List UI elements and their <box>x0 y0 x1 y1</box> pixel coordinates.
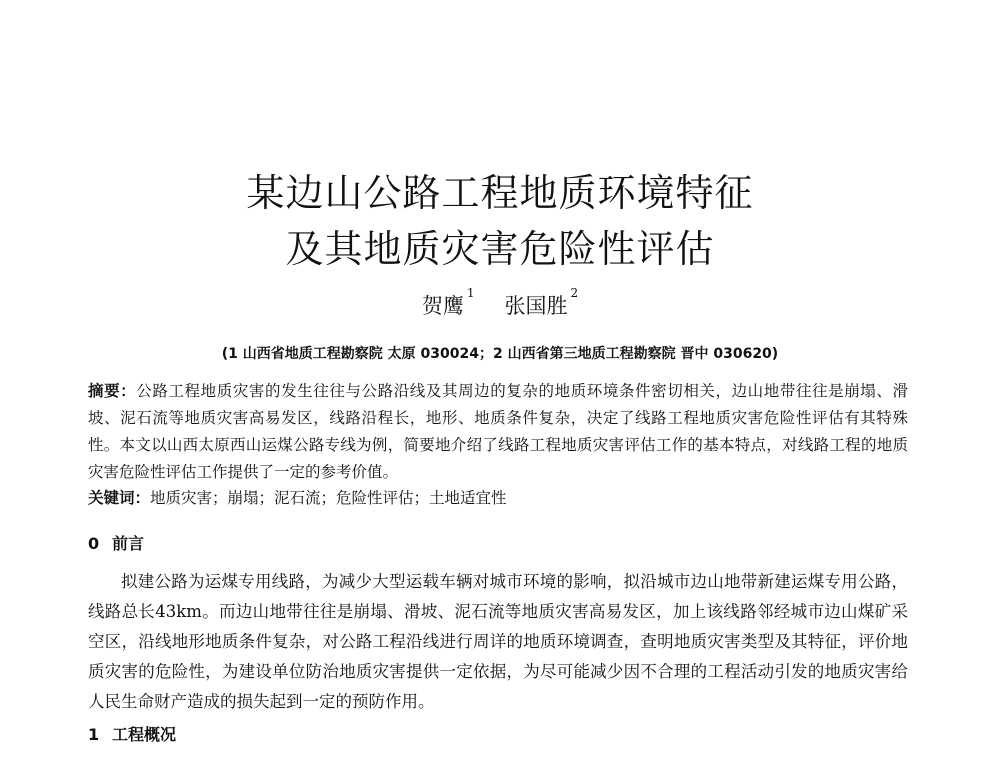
author-affiliation-mark: 2 <box>570 286 579 300</box>
author-affiliation-mark: 1 <box>466 286 475 300</box>
abstract-text: 公路工程地质灾害的发生往往与公路沿线及其周边的复杂的地质环境条件密切相关，边山地带往往是崩塌、滑坡、泥石流等地质灾害高易发区，线路沿程长，地形、地质条件复杂，决定了线路工程地质灾害危险性评估有其特殊性。本文以山西太原西山运煤公路专线为例，简要地介绍了线路工程地质灾害评估工作的基本特点，对线路工程的地质灾害危险性评估工作提供了一定的参考价值。 <box>88 382 908 481</box>
section-heading <box>88 722 176 745</box>
section-number: 1 <box>88 725 100 744</box>
section-title: 前言 <box>112 534 145 553</box>
section-number: 0 <box>88 534 100 553</box>
keywords <box>88 485 908 512</box>
section-title: 工程概况 <box>112 725 177 744</box>
author-name: 贺鹰 <box>421 294 464 318</box>
intro-paragraph: 拟建公路为运煤专用线路，为减少大型运载车辆对城市环境的影响，拟沿城市边山地带新建运煤专用公路，线路总长43km。而边山地带往往是崩塌、滑坡、泥石流等地质灾害高易发区，加上该线路邻经城市边山煤矿采空区，沿线地形地质条件复杂，对公路工程沿线进行周详的地质环境调查，查明地质灾害类型及其特征，评价地质灾害的危险性，为建设单位防治地质灾害提供一定依据，为尽可能减少因不合理的工程活动引发的地质灾害给人民生命财产造成的损失起到一定的预防作用。 <box>88 572 908 711</box>
abstract <box>88 378 908 486</box>
keywords-label: 关键词： <box>88 489 151 507</box>
paper-title-line-2: 及其地质灾害危险性评估 <box>285 227 715 271</box>
author-list <box>0 286 1000 320</box>
paper-title-line-1: 某边山公路工程地质环境特征 <box>246 171 754 215</box>
keywords-text: 地质灾害；崩塌；泥石流；危险性评估；土地适宜性 <box>150 489 507 507</box>
abstract-label: 摘要： <box>88 382 137 400</box>
affiliation: (1 山西省地质工程勘察院 太原 030024；2 山西省第三地质工程勘察院 晋中 030620) <box>221 346 779 362</box>
author-name: 张国胜 <box>504 294 568 318</box>
section-heading <box>88 531 144 554</box>
